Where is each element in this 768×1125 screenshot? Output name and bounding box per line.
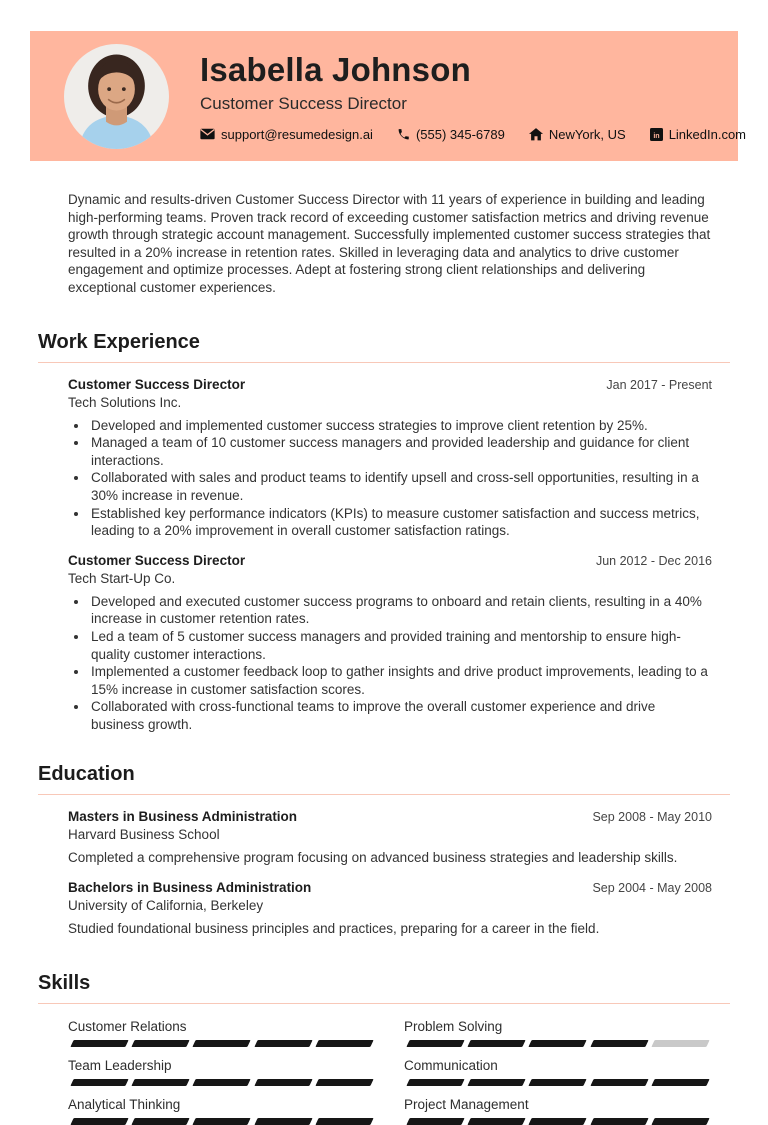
home-icon — [529, 128, 543, 141]
resume-page — [0, 31, 768, 1112]
skill-bar-segment — [193, 1079, 251, 1086]
contact-phone[interactable] — [397, 127, 505, 142]
job-company: Tech Solutions Inc. — [68, 394, 182, 410]
job-dates: Jan 2017 - Present — [606, 377, 712, 392]
skill-bar-segment — [315, 1079, 373, 1086]
section-education — [38, 763, 730, 937]
skill-bar-segment — [468, 1040, 526, 1047]
email-icon — [200, 128, 215, 140]
skill-name: Customer Relations — [68, 1018, 187, 1034]
contact-row — [200, 127, 746, 142]
skills-heading: Skills — [38, 972, 730, 1004]
skill-bar-segment — [529, 1118, 587, 1125]
skill-bar-segment — [590, 1079, 648, 1086]
job-title: Customer Success Director — [68, 376, 246, 392]
degree-title: Bachelors in Business Administration — [68, 880, 312, 896]
profile-photo-illustration — [64, 44, 169, 149]
skill-item — [68, 1057, 376, 1086]
education-description: Completed a comprehensive program focusing on advanced business strategies and leadership skills. — [68, 850, 678, 866]
job-bullet-list — [68, 417, 712, 540]
job-dates: Jun 2012 - Dec 2016 — [595, 553, 712, 568]
skill-bar — [68, 1118, 376, 1125]
skill-bar-segment — [529, 1040, 587, 1047]
contact-location-text: NewYork, US — [548, 126, 626, 142]
section-work-experience — [38, 331, 730, 734]
skill-bar-segment — [70, 1040, 128, 1047]
education-dates: Sep 2008 - May 2010 — [592, 810, 712, 825]
skill-bar-segment — [132, 1040, 190, 1047]
job-bullet: • Developed and implemented customer success strategies to improve client retention by 25%. — [89, 417, 712, 435]
skill-bar-segment — [406, 1118, 464, 1125]
school-name: University of California, Berkeley — [68, 898, 264, 914]
job-bullet: • Led a team of 5 customer success managers and provided training and mentorship to ensure high-quality customer interactions. — [89, 628, 712, 663]
work-experience-heading: Work Experience — [38, 331, 730, 363]
education-description: Studied foundational business principles and practices, preparing for a career in the field. — [68, 921, 600, 937]
contact-phone-text: (555) 345-6789 — [415, 126, 505, 142]
header-identity — [200, 50, 746, 142]
skill-bar-segment — [193, 1040, 251, 1047]
education-entry — [68, 808, 712, 867]
skills-grid — [68, 1018, 712, 1125]
skill-bar — [68, 1079, 376, 1086]
skill-bar-segment — [529, 1079, 587, 1086]
skill-bar-segment — [132, 1118, 190, 1125]
skill-bar — [404, 1040, 712, 1047]
person-job-title: Customer Success Director — [200, 93, 407, 113]
skill-bar-segment — [468, 1118, 526, 1125]
skill-bar-segment — [468, 1079, 526, 1086]
education-dates: Sep 2004 - May 2008 — [592, 881, 712, 896]
skill-bar-segment — [651, 1118, 709, 1125]
education-heading: Education — [38, 763, 730, 795]
resume-header — [30, 31, 747, 161]
job-entry — [68, 552, 712, 734]
skill-name: Team Leadership — [68, 1057, 172, 1073]
skill-bar-segment — [254, 1040, 312, 1047]
contact-location[interactable] — [529, 127, 626, 142]
skill-bar-segment — [70, 1118, 128, 1125]
skill-bar-segment — [315, 1118, 373, 1125]
contact-email-text: support@resumedesign.ai — [221, 126, 373, 142]
job-bullet: • Implemented a customer feedback loop to gather insights and drive product improvements, leading to a 15% increase in customer satisfaction scores. — [89, 663, 712, 698]
skill-name: Project Management — [404, 1096, 529, 1112]
job-bullet: • Developed and executed customer success programs to onboard and retain clients, resulting in a 40% increase in customer retention rates. — [89, 593, 712, 628]
skill-bar-segment — [70, 1079, 128, 1086]
skill-bar-segment — [254, 1118, 312, 1125]
skill-bar-segment — [406, 1079, 464, 1086]
degree-title: Masters in Business Administration — [68, 809, 298, 825]
skill-name: Problem Solving — [404, 1018, 503, 1034]
skill-item — [404, 1096, 712, 1125]
skill-bar-segment — [315, 1040, 373, 1047]
summary-text: Dynamic and results-driven Customer Success Director with 11 years of experience in building and leading high-performing teams. Proven track record of exceeding customer satisfaction metrics and driving revenue growth through strategic account management. Successfully implemented customer success strategies that resulted in a 20% increase in retention rates. Skilled in leveraging data and analytics to drive customer engagement and optimize processes. Adept at fostering strong client relationships and delivering exceptional customer experiences. — [68, 192, 711, 295]
education-entry — [68, 879, 712, 938]
svg-text:in: in — [653, 131, 660, 140]
skill-bar — [404, 1079, 712, 1086]
skill-bar-segment — [651, 1079, 709, 1086]
skill-name: Analytical Thinking — [68, 1096, 181, 1112]
skill-bar — [68, 1040, 376, 1047]
job-title: Customer Success Director — [68, 552, 246, 568]
skill-bar-segment — [590, 1118, 648, 1125]
skill-item — [404, 1018, 712, 1047]
job-bullet-list — [68, 593, 712, 734]
skill-bar-segment — [132, 1079, 190, 1086]
skill-bar-segment — [651, 1040, 709, 1047]
skill-item — [68, 1096, 376, 1125]
job-company: Tech Start-Up Co. — [68, 570, 176, 586]
person-name: Isabella Johnson — [200, 51, 471, 89]
skill-bar — [404, 1118, 712, 1125]
skill-bar-segment — [254, 1079, 312, 1086]
job-bullet: • Established key performance indicators (KPIs) to measure customer satisfaction and success metrics, leading to a 20% improvement in overall customer satisfaction ratings. — [89, 505, 712, 540]
skill-bar-segment — [590, 1040, 648, 1047]
phone-icon — [397, 128, 410, 141]
job-bullet: • Collaborated with cross-functional teams to improve the overall customer experience and drive business growth. — [89, 698, 712, 733]
section-skills — [38, 972, 730, 1125]
skill-item — [404, 1057, 712, 1086]
profile-photo — [64, 44, 169, 149]
skill-bar-segment — [406, 1040, 464, 1047]
skill-item — [68, 1018, 376, 1047]
contact-linkedin-text: LinkedIn.com — [668, 126, 747, 142]
skill-name: Communication — [404, 1057, 498, 1073]
job-entry — [68, 376, 712, 540]
contact-linkedin[interactable] — [650, 127, 746, 142]
job-bullet: • Collaborated with sales and product teams to identify upsell and cross-sell opportunities, resulting in a 30% increase in revenue. — [89, 469, 712, 504]
contact-email[interactable] — [200, 127, 373, 142]
school-name: Harvard Business School — [68, 827, 220, 843]
job-bullet: • Managed a team of 10 customer success managers and provided leadership and guidance for client interactions. — [89, 434, 712, 469]
skill-bar-segment — [193, 1118, 251, 1125]
linkedin-icon — [650, 128, 663, 141]
